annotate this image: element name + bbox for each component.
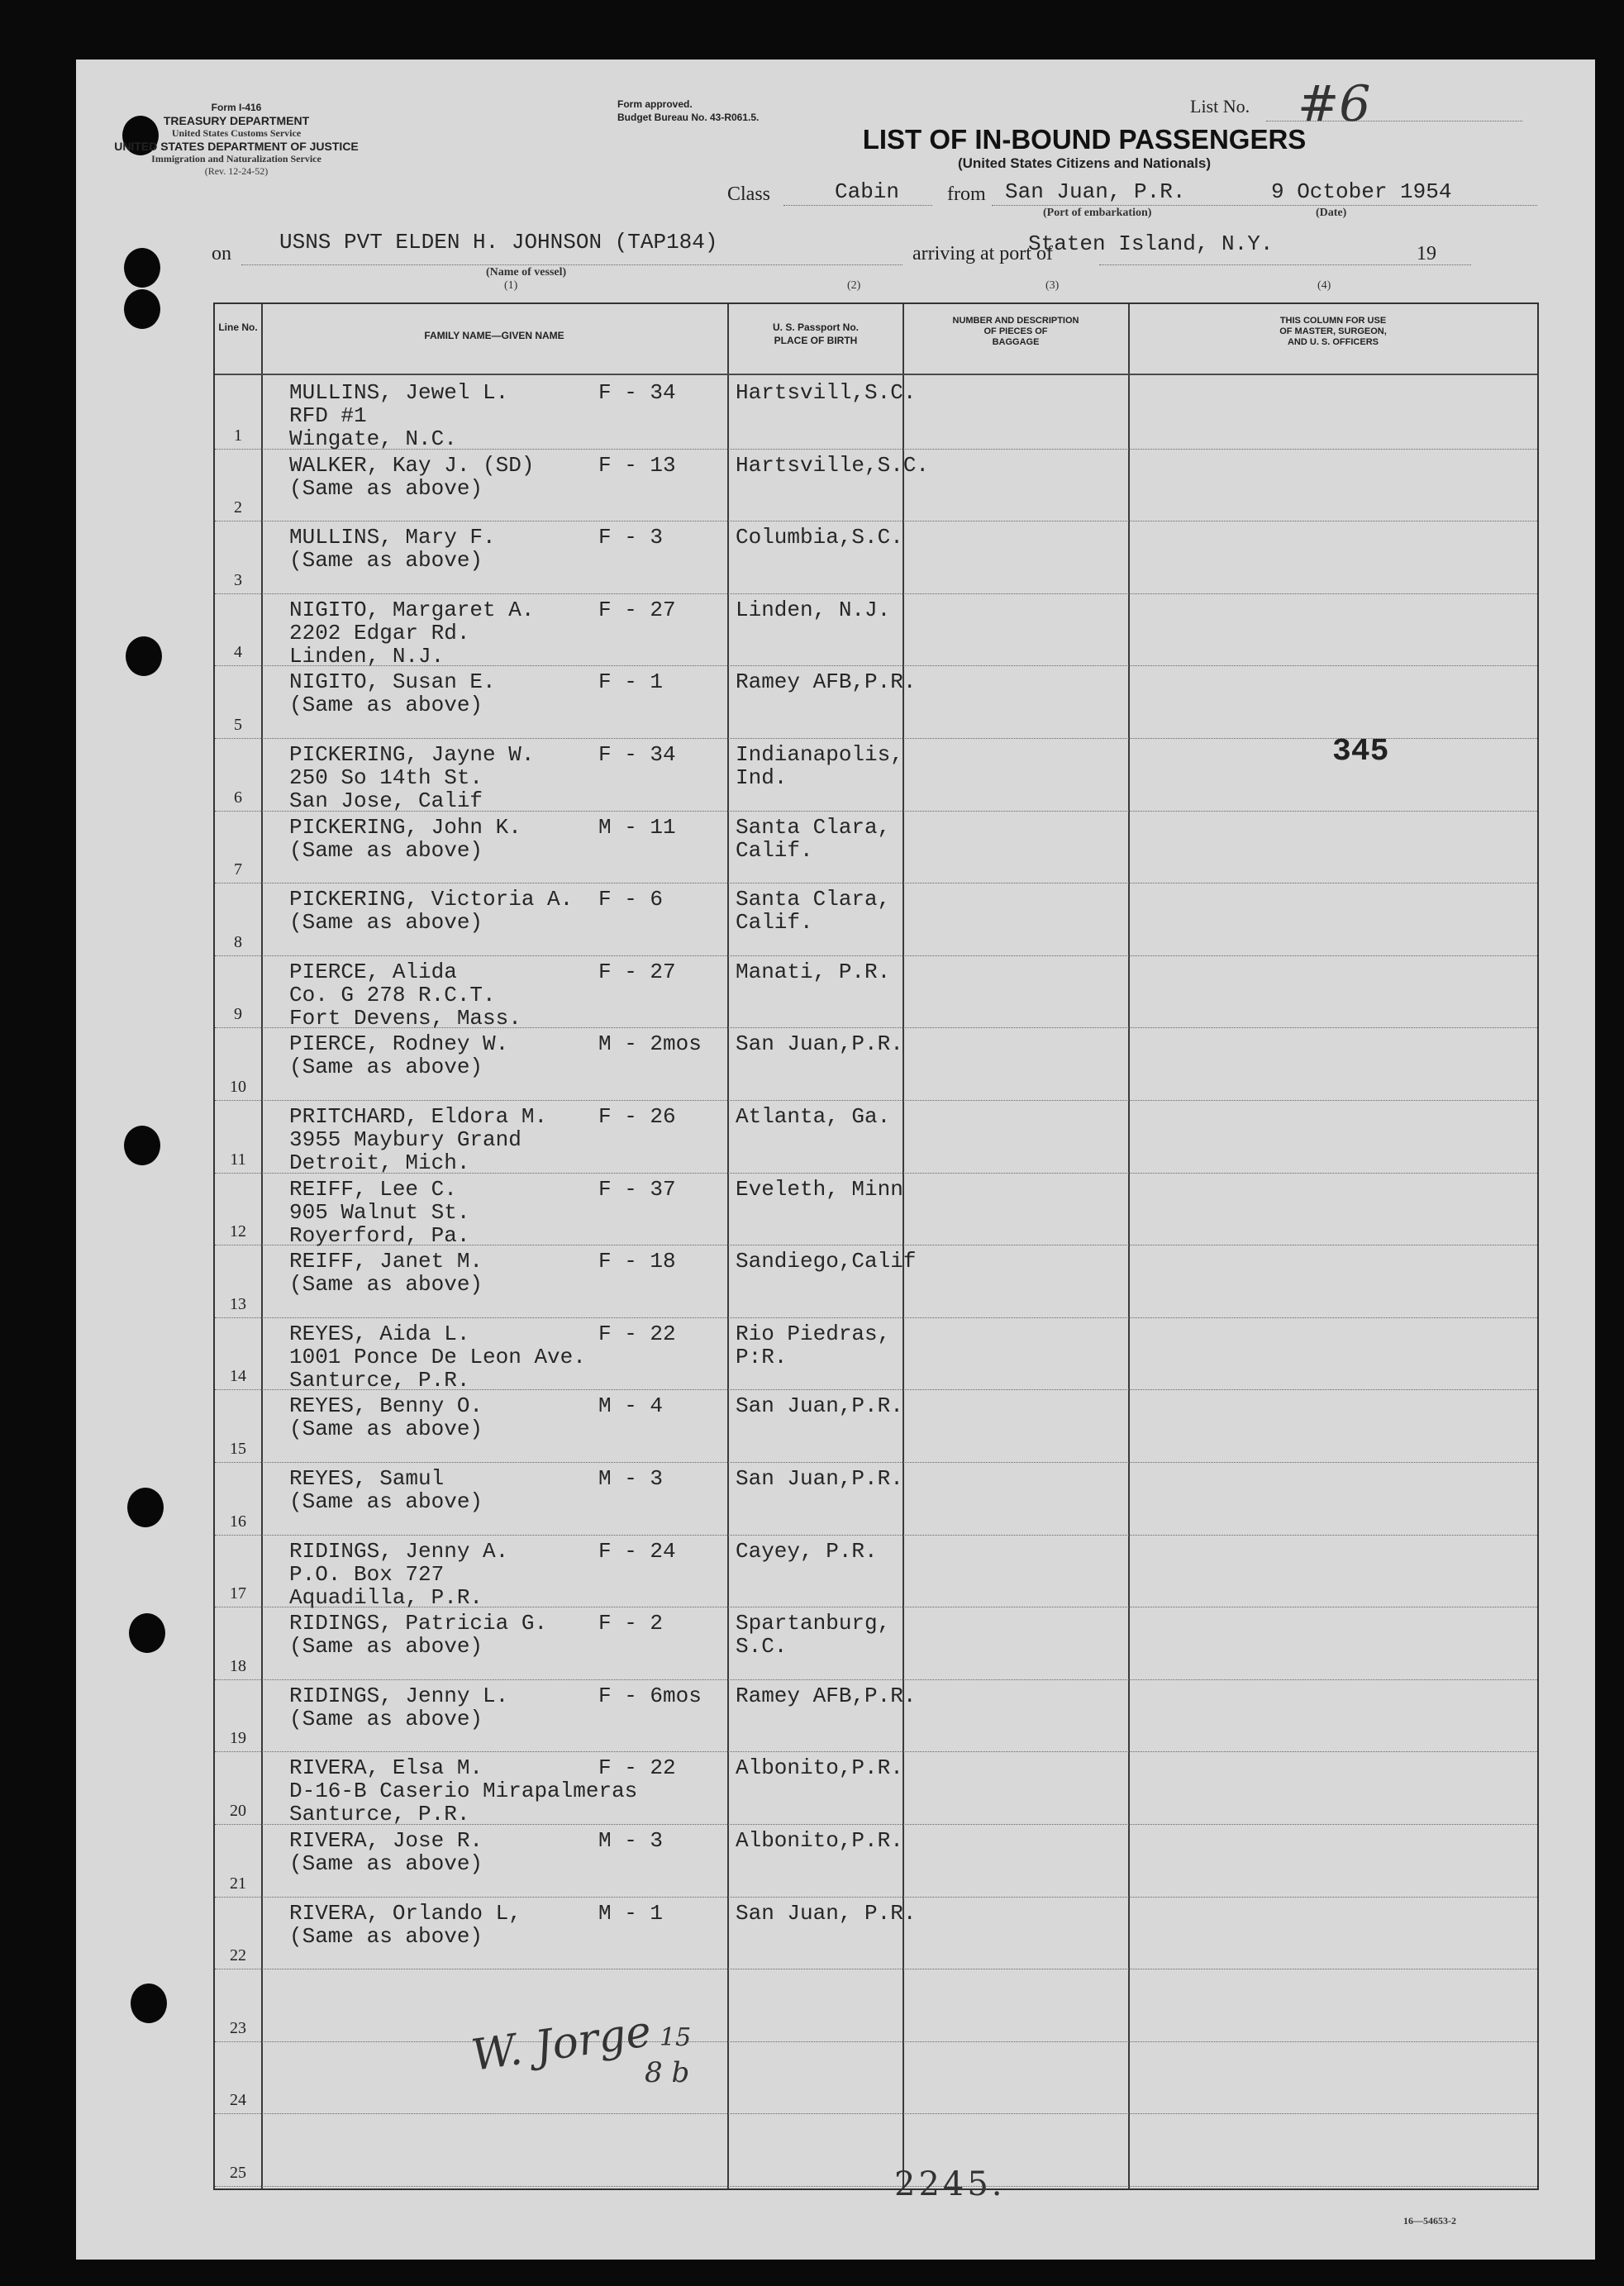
table-row — [215, 956, 1537, 1029]
list-no-label: List No. — [1190, 96, 1250, 117]
passenger-address-1: 905 Walnut St. — [289, 1199, 470, 1225]
col-header-officers — [1130, 316, 1536, 348]
passenger-name: PIERCE, Rodney W. — [289, 1031, 509, 1057]
col-header-baggage-1: NUMBER AND DESCRIPTION — [952, 316, 1079, 326]
birth-place: Sandiego,Calif — [736, 1249, 917, 1274]
customs-label: United States Customs Service — [171, 127, 302, 139]
caption-2: (2) — [847, 279, 861, 292]
table-row — [215, 521, 1537, 594]
passenger-address-1: (Same as above) — [289, 1272, 483, 1298]
vessel-caption: (Name of vessel) — [486, 266, 567, 279]
table-row — [215, 1752, 1537, 1825]
footer-code: 16—54653-2 — [1403, 2215, 1456, 2226]
passenger-address-1: P.O. Box 727 — [289, 1561, 445, 1587]
punch-hole — [126, 636, 162, 676]
passenger-name: REYES, Samul — [289, 1466, 445, 1491]
table-row — [215, 1463, 1537, 1536]
table-row — [215, 1969, 1537, 2042]
table-row — [215, 1174, 1537, 1246]
col-header-passport-1: U. S. Passport No. — [772, 321, 860, 333]
passenger-sex-age: F - 37 — [598, 1176, 676, 1202]
from-label: from — [947, 183, 986, 205]
passenger-address-1: (Same as above) — [289, 693, 483, 718]
birth-place-2: Ind. — [736, 765, 788, 790]
line-number: 18 — [230, 1656, 246, 1675]
caption-4: (4) — [1317, 279, 1331, 292]
birth-place: Columbia,S.C. — [736, 525, 903, 550]
passenger-name: PIERCE, Alida — [289, 959, 457, 984]
line-number: 13 — [230, 1294, 246, 1313]
passenger-sex-age: F - 18 — [598, 1249, 676, 1274]
caption-3: (3) — [1045, 279, 1060, 292]
punch-hole — [131, 1984, 167, 2023]
line-number: 5 — [234, 715, 242, 734]
passenger-sex-age: F - 27 — [598, 959, 676, 984]
line-number: 9 — [234, 1005, 242, 1024]
birth-place: San Juan,P.R. — [736, 1466, 903, 1491]
on-label: on — [212, 243, 231, 264]
passenger-address-2: Royerford, Pa. — [289, 1222, 470, 1248]
birth-place: Hartsvill,S.C. — [736, 380, 917, 405]
passenger-name: MULLINS, Jewel L. — [289, 380, 509, 405]
handwritten-initials-1: 15 — [660, 2023, 692, 2052]
passenger-name: PICKERING, John K. — [289, 814, 521, 840]
passenger-address-2: Linden, N.J. — [289, 643, 445, 669]
page-title: LIST OF IN-BOUND PASSENGERS — [862, 124, 1307, 155]
treasury-label: TREASURY DEPARTMENT — [163, 114, 310, 127]
passenger-name: MULLINS, Mary F. — [289, 525, 496, 550]
col-header-officers-3: AND U. S. OFFICERS — [1287, 337, 1379, 347]
birth-place-2: S.C. — [736, 1634, 788, 1660]
birth-place: Atlanta, Ga. — [736, 1104, 891, 1129]
passenger-sex-age: M - 1 — [598, 1900, 664, 1926]
passenger-address-1: (Same as above) — [289, 1417, 483, 1442]
line-number: 14 — [230, 1367, 246, 1386]
punch-hole — [124, 1126, 160, 1165]
line-number: 16 — [230, 1512, 246, 1531]
passenger-address-1: (Same as above) — [289, 910, 483, 936]
col-header-officers-1: THIS COLUMN FOR USE — [1279, 316, 1387, 326]
manifest-sheet — [76, 60, 1595, 2260]
birth-place: Albonito,P.R. — [736, 1828, 903, 1853]
birth-place-2: Calif. — [736, 837, 813, 863]
passenger-address-1: (Same as above) — [289, 837, 483, 863]
passenger-address-1: (Same as above) — [289, 1923, 483, 1949]
table-row — [215, 2114, 1537, 2187]
line-number: 19 — [230, 1729, 246, 1748]
birth-place: San Juan, P.R. — [736, 1900, 917, 1926]
passenger-sex-age: F - 24 — [598, 1538, 676, 1564]
list-no-value: #6 — [1298, 75, 1371, 133]
passenger-address-1: (Same as above) — [289, 475, 483, 501]
table-row — [215, 594, 1537, 667]
line-number: 11 — [230, 1150, 246, 1169]
passenger-address-1: (Same as above) — [289, 1851, 483, 1876]
col-header-passport — [729, 321, 902, 347]
passenger-address-2: San Jose, Calif — [289, 788, 483, 813]
date-caption: (Date) — [1316, 207, 1347, 219]
passenger-sex-age: M - 4 — [598, 1393, 664, 1419]
passenger-sex-age: M - 3 — [598, 1466, 664, 1491]
col-header-baggage-2: OF PIECES OF — [983, 326, 1048, 336]
birth-place: Cayey, P.R. — [736, 1538, 878, 1564]
line-number: 4 — [234, 643, 242, 662]
table-row — [215, 1536, 1537, 1608]
handwritten-initials-2: 8 b — [645, 2056, 690, 2089]
line-number: 22 — [230, 1946, 246, 1965]
passenger-sex-age: F - 34 — [598, 380, 676, 405]
class-label: Class — [727, 183, 771, 205]
passenger-table — [213, 302, 1539, 2190]
birth-place: Hartsville,S.C. — [736, 452, 930, 478]
birth-place: Santa Clara, — [736, 814, 891, 840]
birth-place: Manati, P.R. — [736, 959, 891, 984]
date-value: 9 October 1954 — [1271, 179, 1452, 204]
birth-place-2: Calif. — [736, 910, 813, 936]
passenger-sex-age: F - 13 — [598, 452, 676, 478]
justice-label: UNITED STATES DEPARTMENT OF JUSTICE — [114, 140, 359, 153]
passenger-sex-age: F - 26 — [598, 1104, 676, 1129]
line-number: 20 — [230, 1801, 246, 1820]
passenger-name: REIFF, Janet M. — [289, 1249, 483, 1274]
table-row — [215, 377, 1537, 450]
passenger-name: NIGITO, Susan E. — [289, 669, 496, 695]
col-header-baggage — [904, 316, 1127, 348]
col-header-baggage-3: BAGGAGE — [992, 337, 1040, 347]
passenger-address-1: D-16-B Caserio Mirapalmeras — [289, 1779, 638, 1804]
passenger-sex-age: F - 22 — [598, 1321, 676, 1346]
form-number: Form I-416 — [211, 102, 262, 113]
approval-block — [617, 98, 759, 124]
passenger-address-1: (Same as above) — [289, 1634, 483, 1660]
port-rule — [1099, 264, 1471, 265]
birth-place: Albonito,P.R. — [736, 1755, 903, 1781]
passenger-sex-age: F - 34 — [598, 742, 676, 767]
passenger-address-1: (Same as above) — [289, 1055, 483, 1080]
passenger-name: NIGITO, Margaret A. — [289, 597, 535, 622]
table-row — [215, 1607, 1537, 1680]
col-header-officers-2: OF MASTER, SURGEON, — [1279, 326, 1387, 336]
line-number: 2 — [234, 498, 242, 517]
passenger-sex-age: F - 22 — [598, 1755, 676, 1781]
birth-place: Ramey AFB,P.R. — [736, 1683, 917, 1708]
passenger-sex-age: M - 11 — [598, 814, 676, 840]
line-number: 3 — [234, 570, 242, 589]
passenger-address-2: Santurce, P.R. — [289, 1802, 470, 1827]
passenger-address-1: 250 So 14th St. — [289, 765, 483, 790]
page-subtitle: (United States Citizens and Nationals) — [957, 155, 1212, 171]
col-header-name: FAMILY NAME—GIVEN NAME — [424, 330, 564, 341]
ins-label: Immigration and Naturalization Service — [151, 153, 321, 164]
col-header-passport-2: PLACE OF BIRTH — [774, 335, 858, 346]
passenger-name: RIVERA, Orlando L, — [289, 1900, 521, 1926]
line-number: 15 — [230, 1439, 246, 1458]
passenger-address-2: Detroit, Mich. — [289, 1150, 470, 1175]
vessel-rule — [241, 264, 902, 265]
birth-place: Santa Clara, — [736, 887, 891, 912]
table-row — [215, 1245, 1537, 1318]
passenger-sex-age: M - 2mos — [598, 1031, 702, 1057]
line-number: 1 — [234, 426, 242, 445]
passenger-name: REYES, Aida L. — [289, 1321, 470, 1346]
form-approved: Form approved. — [617, 98, 693, 110]
header-divider — [215, 374, 1537, 375]
officer-number: 345 — [1332, 734, 1389, 769]
line-number: 25 — [230, 2163, 246, 2182]
row-divider — [215, 2186, 1537, 2187]
revision-label: (Rev. 12-24-52) — [204, 165, 269, 177]
table-row — [215, 1680, 1537, 1753]
passenger-sex-age: F - 3 — [598, 525, 664, 550]
table-row — [215, 2042, 1537, 2115]
birth-place: Spartanburg, — [736, 1611, 891, 1636]
line-number: 8 — [234, 932, 242, 951]
passenger-name: RIVERA, Jose R. — [289, 1828, 483, 1853]
passenger-address-1: 2202 Edgar Rd. — [289, 620, 470, 645]
passenger-name: REIFF, Lee C. — [289, 1176, 457, 1202]
class-value: Cabin — [835, 179, 900, 204]
passenger-sex-age: F - 2 — [598, 1611, 664, 1636]
line-number: 24 — [230, 2091, 246, 2110]
passenger-address-2: Aquadilla, P.R. — [289, 1584, 483, 1610]
title-block — [861, 124, 1307, 172]
passenger-sex-age: F - 27 — [598, 597, 676, 622]
line-number: 7 — [234, 860, 242, 879]
line-number: 6 — [234, 788, 242, 807]
handwritten-bottom-number: 2245. — [894, 2165, 1006, 2203]
table-row — [215, 1390, 1537, 1463]
line-number: 23 — [230, 2018, 246, 2037]
passenger-name: RIDINGS, Jenny L. — [289, 1683, 509, 1708]
passenger-address-1: Co. G 278 R.C.T. — [289, 982, 496, 1007]
birth-place: San Juan,P.R. — [736, 1031, 903, 1057]
passenger-name: WALKER, Kay J. (SD) — [289, 452, 535, 478]
table-row — [215, 1825, 1537, 1898]
table-row — [215, 1318, 1537, 1391]
passenger-address-2: Wingate, N.C. — [289, 426, 457, 451]
passenger-address-2: Santurce, P.R. — [289, 1367, 470, 1393]
table-row — [215, 1101, 1537, 1174]
passenger-sex-age: F - 1 — [598, 669, 664, 695]
birth-place-2: P:R. — [736, 1344, 788, 1369]
table-row — [215, 883, 1537, 956]
port-value: Staten Island, N.Y. — [1028, 231, 1274, 256]
year-prefix: 19 — [1417, 243, 1436, 264]
passenger-name: RIDINGS, Patricia G. — [289, 1611, 548, 1636]
passenger-name: RIDINGS, Jenny A. — [289, 1538, 509, 1564]
class-rule — [783, 205, 932, 206]
passenger-address-1: (Same as above) — [289, 1706, 483, 1731]
passenger-address-1: RFD #1 — [289, 403, 367, 428]
punch-hole — [129, 1613, 165, 1653]
birth-place: Rio Piedras, — [736, 1321, 891, 1346]
punch-hole — [124, 289, 160, 329]
table-row — [215, 450, 1537, 522]
punch-hole — [127, 1488, 164, 1527]
passenger-name: REYES, Benny O. — [289, 1393, 483, 1419]
birth-place: Linden, N.J. — [736, 597, 891, 622]
from-rule — [992, 205, 1537, 206]
caption-1: (1) — [504, 279, 518, 292]
table-row — [215, 1028, 1537, 1101]
passenger-sex-age: F - 6 — [598, 887, 664, 912]
birth-place: Indianapolis, — [736, 742, 903, 767]
col-header-line-no: Line No. — [218, 321, 258, 333]
birth-place: Eveleth, Minn — [736, 1176, 903, 1202]
table-row — [215, 666, 1537, 739]
line-number: 10 — [230, 1077, 246, 1096]
birth-place: San Juan,P.R. — [736, 1393, 903, 1419]
passenger-name: PRITCHARD, Eldora M. — [289, 1104, 548, 1129]
passenger-address-1: (Same as above) — [289, 548, 483, 574]
passenger-name: RIVERA, Elsa M. — [289, 1755, 483, 1781]
table-row — [215, 812, 1537, 884]
passenger-address-2: Fort Devens, Mass. — [289, 1005, 521, 1031]
birth-place: Ramey AFB,P.R. — [736, 669, 917, 695]
handwritten-signature: W. Jorge — [468, 2007, 655, 2081]
budget-number: Budget Bureau No. 43-R061.5. — [617, 112, 760, 123]
passenger-address-1: (Same as above) — [289, 1489, 483, 1514]
line-number: 17 — [230, 1584, 246, 1603]
passenger-sex-age: F - 6mos — [598, 1683, 702, 1708]
passenger-name: PICKERING, Jayne W. — [289, 742, 535, 767]
punch-hole — [124, 248, 160, 288]
passenger-address-1: 1001 Ponce De Leon Ave. — [289, 1344, 586, 1369]
line-number: 21 — [230, 1874, 246, 1893]
passenger-sex-age: M - 3 — [598, 1828, 664, 1853]
table-row — [215, 1898, 1537, 1970]
from-value: San Juan, P.R. — [1005, 179, 1186, 204]
passenger-name: PICKERING, Victoria A. — [289, 887, 574, 912]
arriving-label: arriving at port of — [912, 243, 1053, 264]
vessel-value: USNS PVT ELDEN H. JOHNSON (TAP184) — [279, 230, 718, 255]
form-header-block — [112, 101, 360, 178]
passenger-address-1: 3955 Maybury Grand — [289, 1127, 521, 1152]
line-number: 12 — [230, 1222, 246, 1241]
port-embark-caption: (Port of embarkation) — [1043, 207, 1152, 219]
